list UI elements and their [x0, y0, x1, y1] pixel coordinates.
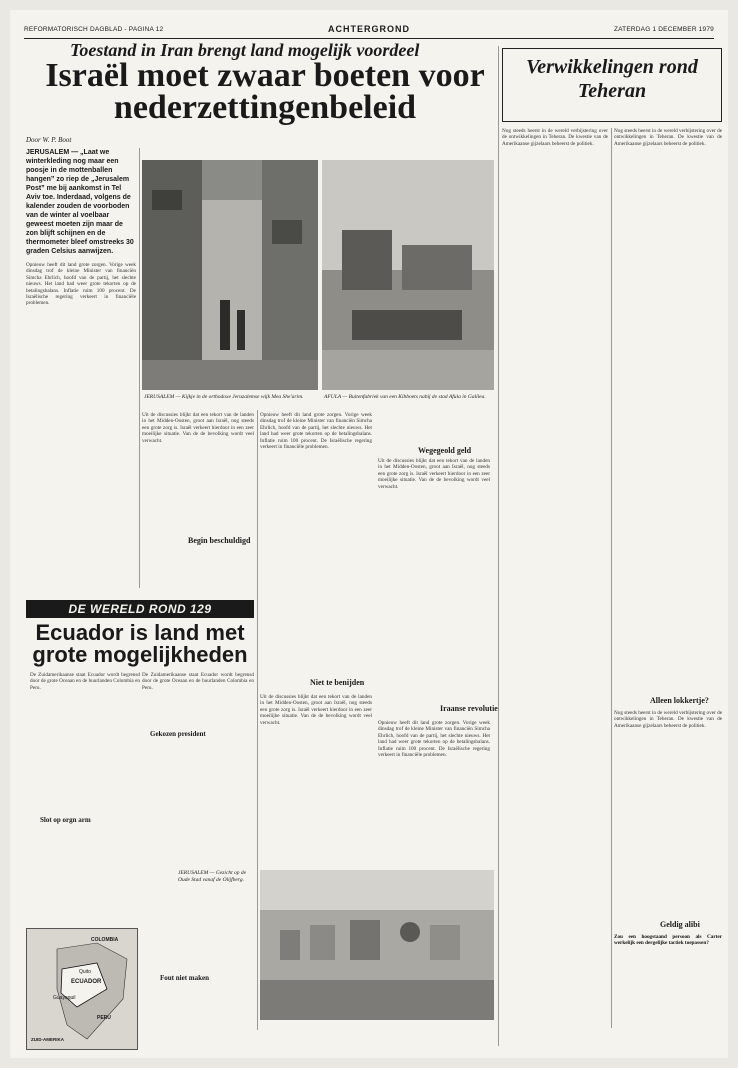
- photo-jerusalem-old-city: [260, 870, 494, 1020]
- article-byline: Door W. P. Boot: [26, 136, 72, 144]
- column-rule: [257, 410, 258, 1030]
- subhead-iraanse-revolutie: Iraanse revolutie: [440, 704, 498, 713]
- article-body-col5: Uit de discussies blijkt dat een tekort van de landen in het Midden-Oosten, groot aan Israël, nog steeds een grote zorg is. Israël verkeert hierdoor in een zeer moeilijke situatie. Van de de bevolking wordt veel verwacht.: [260, 694, 372, 726]
- newspaper-page: [10, 10, 728, 1058]
- right-article-body-col3: Nog steeds heerst in de wereld verbijstering over de ontwikkelingen in Teheran. De kwestie van de Amerikaanse gijzelaars beheerst de politiek.: [614, 710, 722, 729]
- page-header: [24, 24, 714, 38]
- right-article-body-col1: Nog steeds heerst in de wereld verbijstering over de ontwikkelingen in Teheran. De kwestie van de Amerikaanse gijzelaars beheerst de politiek.: [502, 128, 608, 147]
- map-label-ecuador: ECUADOR: [71, 979, 102, 985]
- subhead-weggegooid-geld: Wegegeold geld: [418, 446, 472, 455]
- caption-afula: AFULA — Buitenfabriek van een Kibboets nabij de stad Afula in Galilea.: [324, 394, 486, 400]
- map-label-zuid-amerika: ZUID-AMERIKA: [31, 1037, 64, 1042]
- right-article-body-col2: Nog steeds heerst in de wereld verbijstering over de ontwikkelingen in Teheran. De kwestie van de Amerikaanse gijzelaars beheerst de politiek.: [614, 128, 722, 147]
- subhead-niet-te-benijden: Niet te benijden: [310, 678, 365, 687]
- ecuador-body: De Zuidamerikaanse staat Ecuador wordt begrensd door de grote Oceaan en de buurlanden Colombia en Peru.: [142, 672, 254, 691]
- article-body-col6: Opnieuw heeft dit land grote zorgen. Vorige week dinsdag trof de kleine Minister van financiën Simcha Ehrlich, hoofd van de partij, het slechte nieuws. Het land had weer grote tekorten op de betalingsbalans. Inflatie ruim 100 procent. De Israëlische regering verkeert in financiële problemen.: [378, 720, 490, 759]
- right-article-bold-end: Zou een hoogstaand persoon als Carter werkelijk een dergelijke tactiek toepassen?: [614, 934, 722, 947]
- ecuador-headline: Ecuador is land met grote mogelijkheden: [32, 620, 248, 667]
- column-rule: [498, 46, 499, 1046]
- article-body-col3: Opnieuw heeft dit land grote zorgen. Vorige week dinsdag trof de kleine Minister van financiën Simcha Ehrlich, hoofd van de partij, het slechte nieuws. Het land had weer grote tekorten op de betalingsbalans. Inflatie ruim 100 procent. De Israëlische regering verkeert in financiële problemen.: [260, 412, 372, 451]
- photo-afula: [322, 160, 494, 390]
- subhead-alleen-lokkertje: Alleen lokkertje?: [650, 696, 709, 705]
- map-label-colombia: COLOMBIA: [91, 937, 119, 943]
- subhead-geldig-alibi: Geldig alibi: [660, 920, 700, 929]
- header-section: ACHTERGROND: [328, 24, 410, 34]
- caption-mea-shearim: JERUSALEM — Kijkje in de orthodoxe Jeruzalemse wijk Mea She'arim.: [144, 394, 304, 400]
- caption-old-city: JERUSALEM — Gezicht op de Oude Stad vanaf de Olijfberg.: [178, 870, 247, 883]
- header-left: REFORMATORISCH DAGBLAD - PAGINA 12: [24, 26, 164, 33]
- subhead-begin-beschuldigd: Begin beschuldigd: [188, 536, 251, 545]
- article-lead: JERUSALEM — „Laat we winterkleding nog maar een poosje in de mottenballen hangen” zo riep de „Jerusalem Post” me bij aankomst in Tel Aviv toe. Inderdaad, volgens de kalender zouden de voorboden van de winter al voelbaar geweest moeten zijn maar de zon blijft schijnen en de thermometer bleef omstreeks 30 graden Celsius aanwijzen.: [26, 149, 134, 255]
- column-rule: [139, 148, 140, 588]
- article-body-col1: Opnieuw heeft dit land grote zorgen. Vorige week dinsdag trof de kleine Minister van financiën Simcha Ehrlich, hoofd van de partij, het slechte nieuws. Het land had weer grote tekorten op de betalingsbalans. Inflatie ruim 100 procent. De Israëlische regering verkeert in financiële problemen.: [26, 262, 136, 307]
- article-body-col4: Uit de discussies blijkt dat een tekort van de landen in het Midden-Oosten, groot aan Israël, nog steeds een grote zorg is. Israël verkeert hierdoor in een zeer moeilijke situatie. Van de de bevolking wordt veel verwacht.: [378, 458, 490, 490]
- ecuador-subhead-2: Gekozen president: [150, 730, 206, 738]
- ecuador-subhead-3: Fout niet maken: [160, 974, 209, 982]
- map-label-quito: Quito: [79, 969, 91, 975]
- map-label-guayaquil: Guayaquil: [53, 995, 76, 1001]
- article-headline: Israël moet zwaar boeten voor nederzettingenbeleid: [45, 57, 485, 126]
- header-rule: [24, 38, 714, 39]
- column-rule: [611, 128, 612, 1028]
- right-article-title: Verwikkelingen rond Teheran: [502, 48, 722, 122]
- article-body-col2: Uit de discussies blijkt dat een tekort van de landen in het Midden-Oosten, groot aan Israël, nog steeds een grote zorg is. Israël verkeert hierdoor in een zeer moeilijke situatie. Van de de bevolking wordt veel verwacht.: [142, 412, 254, 444]
- ecuador-lead: De Zuidamerikaanse staat Ecuador wordt begrensd door de grote Oceaan en de buurlanden Colombia en Peru.: [30, 672, 140, 691]
- photo-mea-shearim: [142, 160, 318, 390]
- map-label-peru: PERU: [97, 1015, 111, 1021]
- article-kicker: Toestand in Iran brengt land mogelijk voordeel: [70, 40, 420, 60]
- header-date: ZATERDAG 1 DECEMBER 1979: [613, 26, 714, 33]
- series-label: DE WERELD ROND 129: [26, 600, 254, 618]
- ecuador-subhead-1: Slot op orgn arm: [40, 816, 91, 824]
- ecuador-map: [26, 928, 138, 1050]
